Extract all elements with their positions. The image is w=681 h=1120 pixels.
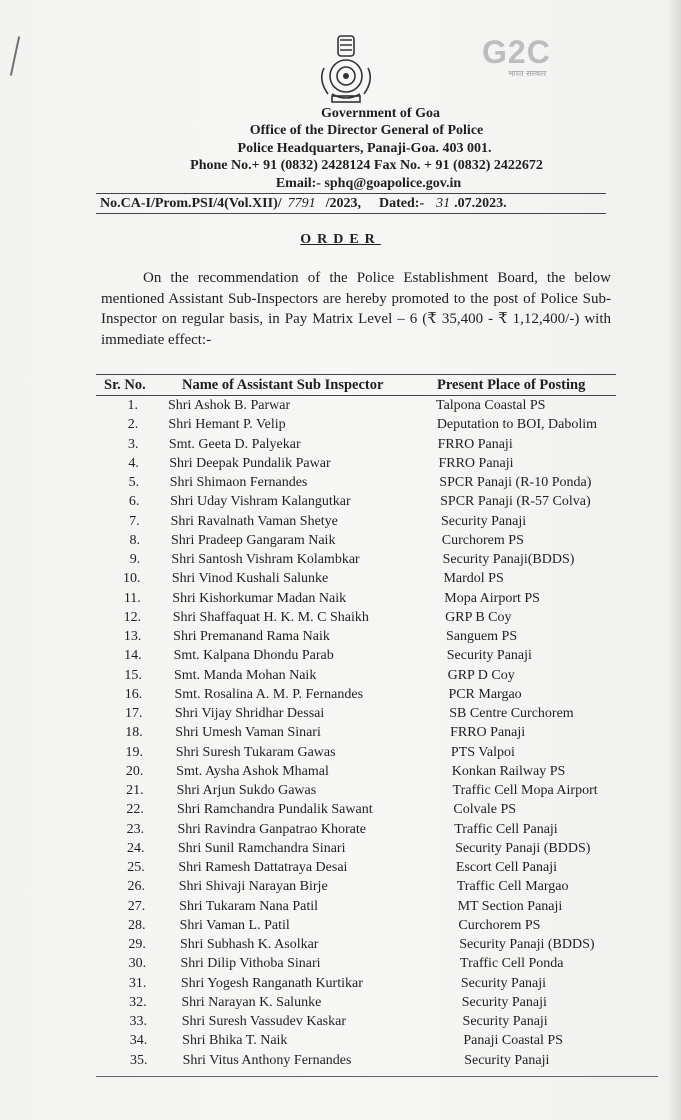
table-row <box>102 648 622 666</box>
row-name: Shri Tukaram Nana Patil <box>179 898 318 914</box>
row-sr-no: 18. <box>125 725 143 741</box>
row-name: Smt. Kalpana Dhondu Parab <box>173 648 334 664</box>
row-posting: SPCR Panaji (R-57 Colva) <box>440 494 591 510</box>
row-posting: SPCR Panaji (R-10 Ponda) <box>439 475 592 490</box>
table-row <box>101 571 621 589</box>
header-posting: Present Place of Posting <box>437 377 586 393</box>
row-name: Shri Premanand Rama Naik <box>173 629 330 644</box>
table-row <box>106 937 626 955</box>
dated-label: Dated:- <box>379 196 425 211</box>
header-sr-no: Sr. No. <box>104 377 146 393</box>
row-posting: Konkan Railway PS <box>451 763 566 779</box>
row-posting: Traffic Cell Ponda <box>460 956 564 972</box>
table-row <box>107 1014 627 1032</box>
table-row <box>105 860 625 878</box>
row-posting: SB Centre Curchorem <box>449 706 574 721</box>
row-posting: Security Panaji <box>462 1014 548 1029</box>
reference-number-prefix: No.CA-I/Prom.PSI/4(Vol.XII)/ <box>100 196 282 211</box>
row-posting: Security Panaji(BDDS) <box>442 552 575 567</box>
row-sr-no: 12. <box>123 609 142 625</box>
table-row <box>106 976 626 994</box>
header-address: Police Headquarters, Panaji-Goa. 403 001. <box>237 141 492 156</box>
row-posting: Security Panaji <box>461 994 547 1010</box>
row-name: Shri Subhash K. Asolkar <box>180 937 319 952</box>
header-rule-top <box>96 193 606 194</box>
table-row <box>106 918 626 936</box>
table-row <box>101 610 621 628</box>
header-email: Email:- sphq@goapolice.gov.in <box>275 176 462 191</box>
row-posting: Security Panaji <box>446 648 532 664</box>
row-sr-no: 30. <box>128 956 147 972</box>
table-row <box>100 533 620 551</box>
table-row <box>100 552 620 570</box>
table-row <box>103 745 623 763</box>
row-sr-no: 4. <box>128 455 139 471</box>
row-name: Shri Shaffaquat H. K. M. C Shaikh <box>172 609 369 625</box>
row-name: Smt. Aysha Ashok Mhamal <box>176 763 329 779</box>
row-sr-no: 3. <box>128 436 139 452</box>
table-row <box>99 456 619 474</box>
table-row <box>105 879 625 897</box>
row-sr-no: 26. <box>127 879 145 895</box>
header-phone-fax: Phone No.+ 91 (0832) 2428124 Fax No. + 91 (0832) 2422672 <box>190 158 543 173</box>
row-posting: Security Panaji <box>440 513 527 529</box>
row-name: Shri Uday Vishram Kalangutkar <box>170 494 351 510</box>
row-sr-no: 23. <box>126 821 145 837</box>
row-sr-no: 1. <box>127 398 138 413</box>
row-name: Shri Vijay Shridhar Dessai <box>174 706 325 721</box>
row-name: Shri Umesh Vaman Sinari <box>175 725 321 741</box>
table-row <box>102 706 622 724</box>
row-name: Shri Vitus Anthony Fernandes <box>182 1052 352 1068</box>
header-name: Name of Assistant Sub Inspector <box>182 377 384 393</box>
row-posting: FRRO Panaji <box>438 455 514 471</box>
row-posting: Curchorem PS <box>458 917 541 933</box>
row-name: Shri Vaman L. Patil <box>179 917 290 933</box>
table-row <box>102 687 622 705</box>
row-sr-no: 17. <box>124 706 143 721</box>
reference-year: /2023, <box>325 196 362 211</box>
table-row <box>101 591 621 609</box>
row-sr-no: 20. <box>125 763 144 779</box>
table-rule-header <box>96 395 616 396</box>
row-sr-no: 7. <box>129 513 140 529</box>
table-row <box>104 802 624 820</box>
row-name: Shri Hemant P. Velip <box>168 417 286 433</box>
table-row <box>104 841 624 859</box>
row-posting: Escort Cell Panaji <box>455 860 557 875</box>
row-name: Smt. Rosalina A. M. P. Fernandes <box>174 686 364 702</box>
row-sr-no: 6. <box>128 494 140 510</box>
row-name: Shri Yogesh Ranganath Kurtikar <box>180 975 363 991</box>
row-posting: Traffic Cell Margao <box>456 879 569 895</box>
row-sr-no: 27. <box>127 898 146 914</box>
row-name: Shri Sunil Ramchandra Sinari <box>177 840 346 856</box>
table-row <box>103 725 623 743</box>
row-name: Shri Ramesh Dattatraya Desai <box>178 860 348 875</box>
table-row <box>107 1033 627 1051</box>
header-government: Government of Goa <box>321 106 440 121</box>
g2c-logo-subtext: भारत सरकार <box>508 69 547 78</box>
row-sr-no: 25. <box>127 860 145 875</box>
table-row <box>102 668 622 686</box>
table-row <box>108 1053 628 1071</box>
row-sr-no: 34. <box>129 1033 148 1049</box>
table-row <box>101 629 621 647</box>
table-row <box>106 956 626 974</box>
row-sr-no: 19. <box>125 744 144 760</box>
row-posting: PCR Margao <box>448 686 522 702</box>
table-rule-bottom <box>96 1076 658 1077</box>
table-rule-top <box>96 374 616 375</box>
row-sr-no: 32. <box>129 994 147 1010</box>
row-name: Shri Shimaon Fernandes <box>169 475 308 490</box>
row-sr-no: 22. <box>126 802 144 818</box>
table-row <box>104 822 624 840</box>
row-name: Shri Deepak Pundalik Pawar <box>169 455 331 471</box>
row-name: Shri Ramchandra Pundalik Sawant <box>177 802 373 818</box>
g2c-logo-text: G2C <box>482 34 551 70</box>
order-body-paragraph: On the recommendation of the Police Establishment Board, the below mentioned Assistant Sub-Inspectors are hereby promoted to the post of Police Sub-Inspector on regular basis, in Pay Matrix Level – 6 (₹ 35,400 - ₹ 1,12,400/-) with immediate effect:- <box>101 270 611 348</box>
table-row <box>98 398 618 416</box>
table-row <box>107 995 627 1013</box>
row-posting: PTS Valpoi <box>450 744 515 760</box>
row-name: Shri Pradeep Gangaram Naik <box>171 532 336 548</box>
row-name: Shri Santosh Vishram Kolambkar <box>171 552 360 567</box>
row-posting: MT Section Panaji <box>457 898 563 914</box>
table-row <box>103 764 623 782</box>
row-sr-no: 2. <box>127 417 139 433</box>
row-sr-no: 35. <box>130 1052 148 1068</box>
table-row <box>99 475 619 493</box>
table-row <box>99 494 619 512</box>
row-name: Shri Dilip Vithoba Sinari <box>180 956 321 972</box>
row-posting: Mopa Airport PS <box>444 590 540 606</box>
row-posting: Security Panaji (BDDS) <box>459 937 595 952</box>
table-row <box>104 783 624 801</box>
row-sr-no: 31. <box>128 975 147 991</box>
table-row <box>100 514 620 532</box>
row-posting: Talpona Coastal PS <box>436 398 546 413</box>
table-row <box>99 437 619 455</box>
row-sr-no: 8. <box>129 532 140 548</box>
header-office: Office of the Director General of Police <box>249 123 484 138</box>
row-posting: Security Panaji <box>464 1052 550 1068</box>
row-name: Smt. Geeta D. Palyekar <box>168 436 301 452</box>
row-name: Smt. Manda Mohan Naik <box>174 667 317 683</box>
row-sr-no: 5. <box>128 475 140 490</box>
header-rule-bottom <box>96 213 606 214</box>
row-sr-no: 11. <box>123 590 141 606</box>
row-sr-no: 10. <box>123 571 141 587</box>
row-posting: GRP B Coy <box>445 609 512 625</box>
row-name: Shri Narayan K. Salunke <box>181 994 322 1010</box>
row-name: Shri Arjun Sukdo Gawas <box>176 783 317 798</box>
reference-number-handwritten: 7791 <box>287 196 316 211</box>
row-sr-no: 28. <box>128 917 146 933</box>
row-posting: Colvale PS <box>453 802 517 818</box>
row-posting: Panaji Coastal PS <box>463 1033 563 1049</box>
g2c-logo <box>482 34 590 84</box>
state-emblem-icon <box>314 32 378 104</box>
row-posting: Traffic Cell Mopa Airport <box>452 783 598 798</box>
row-name: Shri Ashok B. Parwar <box>168 398 291 413</box>
row-name: Shri Suresh Tukaram Gawas <box>175 744 336 760</box>
row-posting: Security Panaji <box>460 975 547 991</box>
row-sr-no: 13. <box>123 629 142 644</box>
table-row <box>105 899 625 917</box>
row-posting: FRRO Panaji <box>450 725 526 741</box>
row-name: Shri Ravindra Ganpatrao Khorate <box>177 821 367 837</box>
table-header <box>100 377 608 397</box>
order-title: ORDER <box>300 232 381 247</box>
row-name: Shri Bhika T. Naik <box>182 1033 288 1049</box>
row-sr-no: 14. <box>124 648 142 664</box>
pen-mark <box>10 36 20 76</box>
row-sr-no: 21. <box>126 783 144 798</box>
row-name: Shri Kishorkumar Madan Naik <box>172 590 347 606</box>
row-posting: Security Panaji (BDDS) <box>455 840 591 856</box>
row-name: Shri Vinod Kushali Salunke <box>171 571 329 587</box>
row-name: Shri Suresh Vassudev Kaskar <box>181 1014 346 1029</box>
row-sr-no: 15. <box>124 667 142 683</box>
date-handwritten: 31 <box>436 196 451 211</box>
reference-line <box>100 196 605 212</box>
row-sr-no: 33. <box>129 1014 147 1029</box>
row-posting: GRP D Coy <box>447 667 515 683</box>
date-rest: .07.2023. <box>454 196 507 211</box>
row-posting: Traffic Cell Panaji <box>454 821 558 837</box>
row-sr-no: 29. <box>128 937 146 952</box>
row-posting: Curchorem PS <box>441 532 524 548</box>
row-posting: Mardol PS <box>443 571 504 587</box>
row-posting: Deputation to BOI, Dabolim <box>436 417 598 433</box>
row-posting: Sanguem PS <box>445 629 518 644</box>
row-name: Shri Ravalnath Vaman Shetye <box>170 513 338 529</box>
row-sr-no: 16. <box>124 686 143 702</box>
row-sr-no: 24. <box>126 840 145 856</box>
row-sr-no: 9. <box>129 552 141 567</box>
row-name: Shri Shivaji Narayan Birje <box>178 879 328 895</box>
row-posting: FRRO Panaji <box>437 436 513 452</box>
table-row <box>98 417 618 435</box>
